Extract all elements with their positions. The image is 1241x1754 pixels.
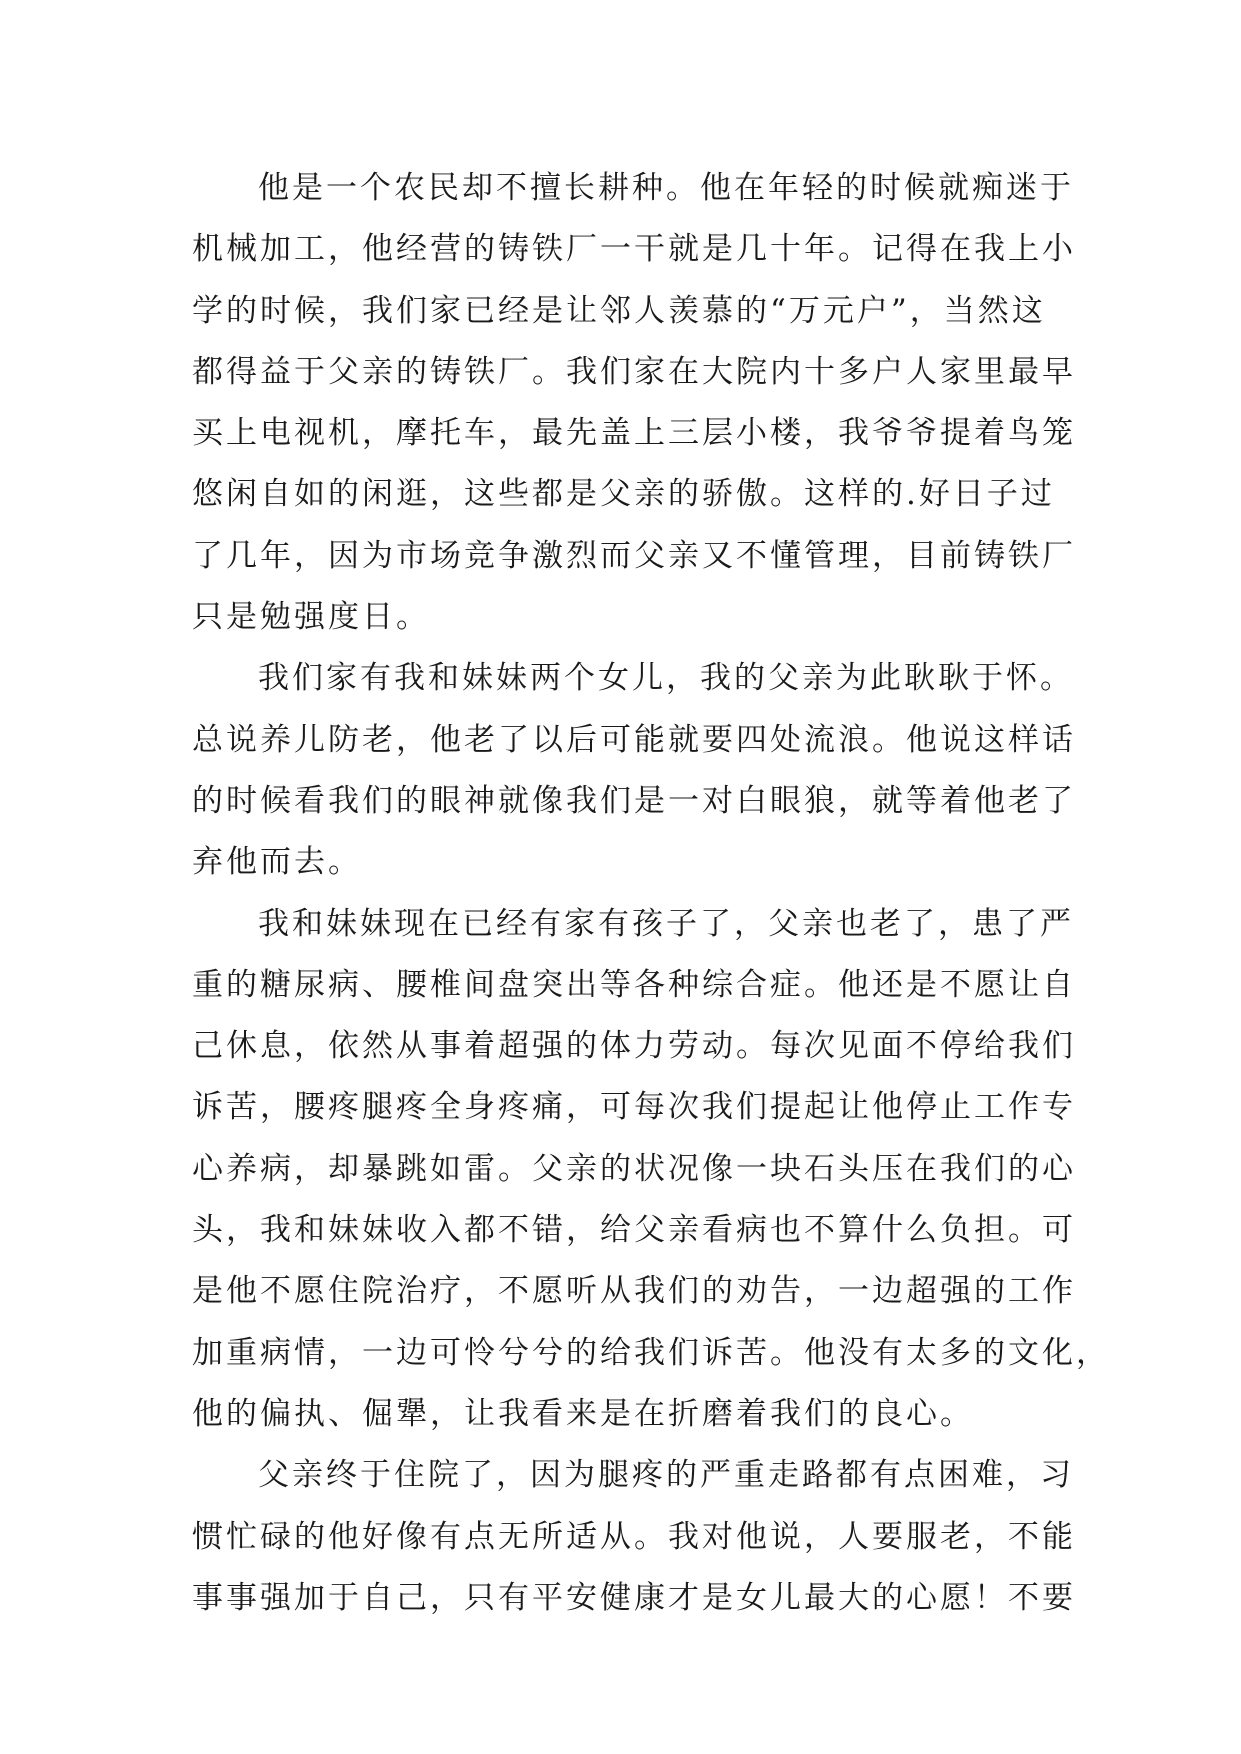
text-line: 己休息，依然从事着超强的体力劳动。每次见面不停给我们 <box>192 1028 1076 1065</box>
text-line: 只是勉强度日。 <box>192 599 430 636</box>
text-line: 惯忙碌的他好像有点无所适从。我对他说，人要服老，不能 <box>192 1518 1076 1555</box>
text-line: 总说养儿防老，他老了以后可能就要四处流浪。他说这样话 <box>192 721 1076 758</box>
text-line: 事事强加于自己，只有平安健康才是女儿最大的心愿！不要 <box>192 1579 1076 1616</box>
text-line: 我和妹妹现在已经有家有孩子了，父亲也老了，患了严 <box>258 905 1074 942</box>
text-line: 是他不愿住院治疗，不愿听从我们的劝告，一边超强的工作 <box>192 1273 1076 1310</box>
paragraph-1 <box>192 158 1076 648</box>
text-line: 重的糖尿病、腰椎间盘突出等各种综合症。他还是不愿让自 <box>192 966 1076 1003</box>
text-line: 加重病情，一边可怜兮兮的给我们诉苦。他没有太多的文化， <box>192 1334 1110 1371</box>
text-line: 头，我和妹妹收入都不错，给父亲看病也不算什么负担。可 <box>192 1212 1076 1249</box>
text-line: 学的时候，我们家已经是让邻人羡慕的“万元户”，当然这 <box>192 292 1046 329</box>
text-line: 弃他而去。 <box>192 844 362 881</box>
paragraph-4 <box>192 1445 1076 1629</box>
text-line: 心养病，却暴跳如雷。父亲的状况像一块石头压在我们的心 <box>192 1150 1076 1187</box>
text-line: 父亲终于住院了，因为腿疼的严重走路都有点困难，习 <box>258 1457 1074 1494</box>
text-line: 了几年，因为市场竞争激烈而父亲又不懂管理，目前铸铁厂 <box>192 537 1076 574</box>
text-line: 都得益于父亲的铸铁厂。我们家在大院内十多户人家里最早 <box>192 353 1076 390</box>
text-line: 我们家有我和妹妹两个女儿，我的父亲为此耿耿于怀。 <box>258 660 1074 697</box>
paragraph-3 <box>192 894 1110 1446</box>
text-line: 机械加工，他经营的铸铁厂一干就是几十年。记得在我上小 <box>192 231 1076 268</box>
text-line: 悠闲自如的闲逛，这些都是父亲的骄傲。这样的.好日子过 <box>192 476 1055 513</box>
document-body <box>192 158 1110 1629</box>
text-line: 诉苦，腰疼腿疼全身疼痛，可每次我们提起让他停止工作专 <box>192 1089 1076 1126</box>
text-line: 的时候看我们的眼神就像我们是一对白眼狼，就等着他老了 <box>192 782 1076 819</box>
text-line: 他的偏执、倔犟，让我看来是在折磨着我们的良心。 <box>192 1395 974 1432</box>
text-line: 买上电视机，摩托车，最先盖上三层小楼，我爷爷提着鸟笼 <box>192 415 1076 452</box>
text-line: 他是一个农民却不擅长耕种。他在年轻的时候就痴迷于 <box>258 170 1074 206</box>
paragraph-2 <box>192 648 1076 893</box>
